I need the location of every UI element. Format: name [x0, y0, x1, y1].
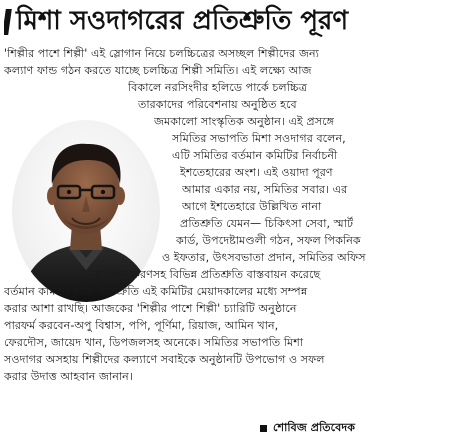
- text-line-19: সওদাগর অসহায় শিল্পীদের কল্যাণে সবাইকে অনুষ্ঠানটি উপভোগ ও সফল: [4, 353, 325, 366]
- text-line-8: ইশতেহারের অংশ। এই ওয়াদা পূরণ: [180, 166, 333, 179]
- text-line-6: সমিতির সভাপতি মিশা সওদাগর বলেন,: [172, 132, 346, 145]
- text-line-3: বিকালে নরসিংদীর হলিডে পার্কে চলচ্চিত্র: [128, 81, 308, 94]
- text-line-14: সুসজ্জিতকরণসহ বিভিন্ন প্রতিশ্রুতি বাস্তবায়ন করেছে: [94, 268, 321, 281]
- text-line-18: ফেরদৌস, জায়েদ খান, ডিপজলসহ অনেকে। সমিতির সভাপতি মিশা: [4, 336, 304, 349]
- text-line-10: আগে ইশতেহারে উল্লিখিত নানা: [182, 200, 322, 213]
- text-line-16: করার আশা রাখছি। আজকের 'শিল্পীর পাশে শিল্পী' চ্যারিটি অনুষ্ঠানে: [4, 302, 297, 315]
- byline-square-icon: [260, 425, 267, 432]
- text-line-15: বর্তমান কমিটি। বাকি প্রতিশ্রুতি এই কমিটির মেয়াদকালের মধ্যে সম্পন্ন: [4, 285, 308, 298]
- text-line-4: তারকাদের পরিবেশনায় অনুষ্ঠিত হবে: [138, 98, 297, 111]
- headline: [4, 2, 446, 42]
- text-line-11: প্রতিশ্রুতি যেমন— চিকিৎসা সেবা, স্মার্ট: [180, 217, 354, 230]
- text-line-7: এটি সমিতির বর্তমান কমিটির নির্বাচনী: [172, 149, 338, 162]
- text-line-12: কার্ড, উপদেষ্টামণ্ডলী গঠন, সফল পিকনিক: [176, 234, 361, 247]
- headline-bar: [4, 9, 12, 35]
- text-line-2: কল্যাণ ফান্ড গঠন করতে যাচ্ছে চলচ্চিত্র শিল্পী সমিতি। এই লক্ষ্যে আজ: [4, 64, 312, 77]
- text-line-9: আমার একার নয়, সমিতির সবার। এর: [182, 183, 348, 196]
- text-line-1: 'শিল্পীর পাশে শিল্পী' এই স্লোগান নিয়ে চলচ্চিত্রের অসচ্ছল শিল্পীদের জন্য: [4, 47, 319, 60]
- byline: [260, 421, 355, 436]
- text-line-20: করার উদাত্ত আহবান জানান।: [4, 370, 133, 383]
- byline-text: শোবিজ প্রতিবেদক: [273, 421, 356, 434]
- text-line-13: ও ইফতার, উৎসবভাতা প্রদান, সমিতির অফিস: [162, 251, 366, 264]
- headline-text: মিশা সওদাগরের প্রতিশ্রুতি পূরণ: [16, 6, 349, 36]
- text-line-5: জমকালো সাংস্কৃতিক অনুষ্ঠান। এই প্রসঙ্গে: [154, 115, 335, 128]
- text-line-17: পারফর্ম করবেন-অপু বিশ্বাস, পপি, পূর্ণিমা, রিয়াজ, আমিন খান,: [4, 319, 279, 332]
